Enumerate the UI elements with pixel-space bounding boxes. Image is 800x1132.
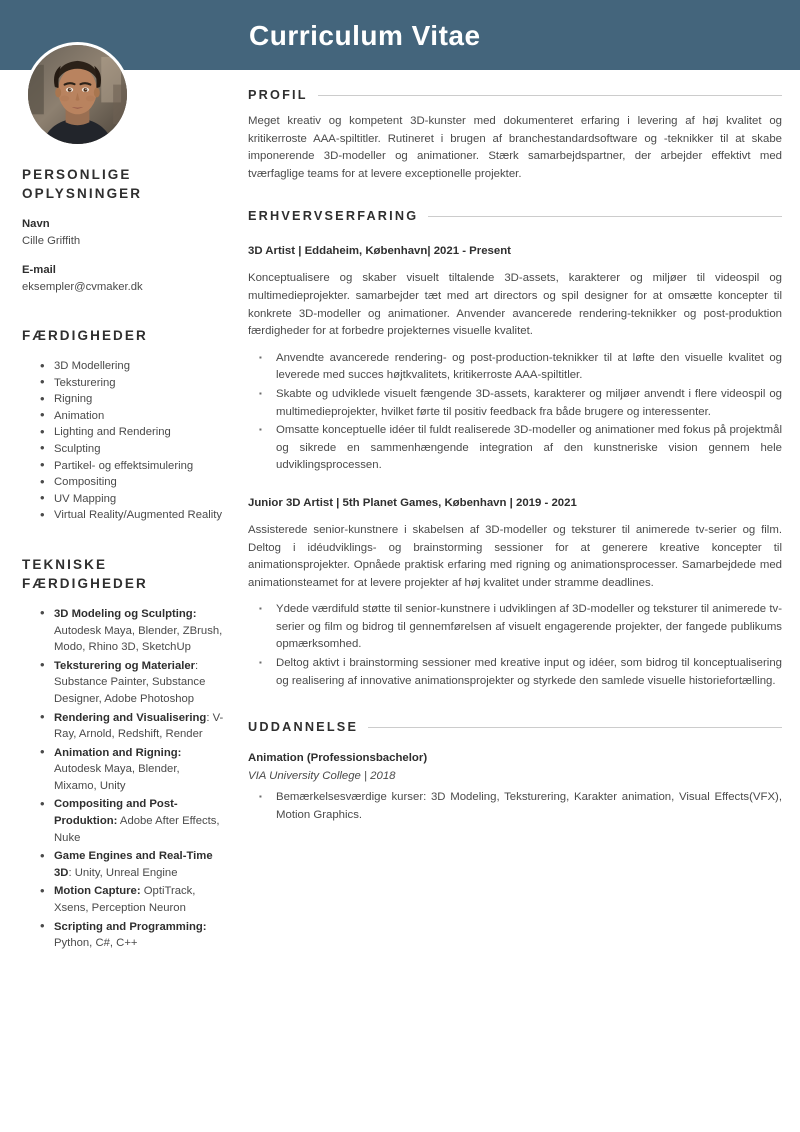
list-item xyxy=(40,658,224,708)
job-title: 3D Artist | Eddaheim, København| 2021 - Present xyxy=(248,245,511,258)
list-item: • Teksturering xyxy=(40,375,224,392)
tech-value: : Unity, Unreal Engine xyxy=(68,866,178,879)
sidebar-section-skills xyxy=(22,326,224,524)
field-label-email: E-mail xyxy=(22,264,56,276)
sidebar-heading-technical-skills: TEKNISKE FÆRDIGHEDER xyxy=(22,556,148,591)
list-item: ▪ Omsatte konceptuelle idéer til fuldt realiserede 3D-modeller og animationer med fokus på projektmål og sikrede en sammenhængende integration af den kunstneriske vision gennem hele udviklingsprocessen. xyxy=(258,422,782,475)
list-item: • Compositing xyxy=(40,474,224,491)
list-item xyxy=(40,796,224,846)
technical-skills-list xyxy=(22,606,224,952)
avatar xyxy=(25,42,130,147)
profile-text: Meget kreativ og kompetent 3D-kunster med dokumenteret erfaring i levering af høj kvalitet og kritikerroste AAA-spiltitler. Rutineret i brugen af branchestandardsoftware og -teknikker til at skabe imponerende 3D-modeller og animationer. Stærk samarbejdspartner, der arbejder effektivt med tværfaglige teams for at levere exceptionelle projekter. xyxy=(248,115,782,180)
list-item xyxy=(40,745,224,795)
tech-label: Game Engines and Real-Time 3D xyxy=(54,850,213,879)
tech-value: OptiTrack, Xsens, Perception Neuron xyxy=(54,885,196,915)
section-header-experience xyxy=(248,209,782,223)
page-title: Curriculum Vitae xyxy=(249,20,481,51)
field-value-email: eksempler@cvmaker.dk xyxy=(22,281,143,293)
list-item: ▪ Bemærkelsesværdige kurser: 3D Modeling, Teksturering, Karakter animation, Visual Effects(VFX), Motion Graphics. xyxy=(258,789,782,824)
tech-value: : Substance Painter, Substance Designer, Adobe Photoshop xyxy=(54,659,206,705)
tech-label: Scripting and Programming: xyxy=(54,920,207,933)
sidebar xyxy=(0,165,232,954)
tech-label: 3D Modeling og Sculpting: xyxy=(54,607,197,620)
list-item: ▪ Skabte og udviklede visuelt fængende 3D-assets, karakterer og miljøer anvendt i flere videospil og multimedieprojekter, hvilket førte til positiv feedback fra både brugere og interessenter. xyxy=(258,386,782,421)
section-title-education: UDDANNELSE xyxy=(248,720,359,735)
main-content xyxy=(248,88,782,825)
tech-label: Motion Capture: xyxy=(54,885,141,898)
list-item xyxy=(40,710,224,743)
list-item: • Sculpting xyxy=(40,441,224,458)
job-bullets xyxy=(248,601,782,690)
tech-label: Compositing and Post-Produktion: xyxy=(54,798,178,828)
list-item: • Animation xyxy=(40,408,224,425)
section-header-education xyxy=(248,720,782,734)
education-bullets xyxy=(248,789,782,824)
job-summary: Konceptualisere og skaber visuelt tiltalende 3D-assets, karakterer og miljøer til videospil og multimedieprojekter. samarbejder tæt med art directors og spil designer for at omsætte koncepter til konkrete 3D-modeller og animationer. Anvender avancerede rendering-teknikker og post-produktion færdigheder for at forbedre projekternes visuelle kvalitet. xyxy=(248,272,782,338)
tech-value: Autodesk Maya, Blender, Mixamo, Unity xyxy=(54,763,180,792)
job-title: Junior 3D Artist | 5th Planet Games, København | 2019 - 2021 xyxy=(248,496,577,509)
section-title-profile: PROFIL xyxy=(248,88,308,102)
portrait-photo-icon xyxy=(28,45,127,144)
personal-field-email xyxy=(22,262,224,295)
section-header-profile xyxy=(248,88,782,102)
education-degree: Animation (Professionsbachelor) xyxy=(248,752,428,765)
sidebar-heading-skills: FÆRDIGHEDER xyxy=(22,328,148,343)
list-item: ▪ Anvendte avancerede rendering- og post-production-teknikker til at løfte den visuelle kvalitet og leverede med succes højtkvalitets, kritikerroste AAA-spiltitler. xyxy=(258,350,782,385)
sidebar-heading-personal: PERSONLIGE OPLYSNINGER xyxy=(22,167,143,201)
list-item: ▪ Deltog aktivt i brainstorming sessioner med kreative input og idéer, som bidrog til konceptualisering og realisering af innovative animationsprojekter og styrkede den samlede visuelle historiefortælling. xyxy=(258,655,782,690)
list-item xyxy=(40,883,224,916)
section-rule xyxy=(428,216,782,217)
section-rule xyxy=(318,95,782,96)
section-title-experience: ERHVERVSERFARING xyxy=(248,209,419,224)
list-item: • 3D Modellering xyxy=(40,358,224,375)
list-item: • UV Mapping xyxy=(40,491,224,508)
field-value-navn: Cille Griffith xyxy=(22,235,81,247)
tech-value: Adobe After Effects, Nuke xyxy=(54,815,220,844)
job-summary: Assisterede senior-kunstnere i skabelsen af 3D-modeller og teksturer til animerede tv-serier og film. Deltog i idéudviklings- og brainstorming sessioner for at generere kreative koncepter til animationsprojekter. Opnåede praktisk erfaring med rigning og animationsprocesser. Samarbejdede med animationsteamet for at levere projekter af høj kvalitet under stramme deadlines. xyxy=(248,523,782,589)
tech-value: Autodesk Maya, Blender, ZBrush, Modo, Rhino 3D, SketchUp xyxy=(54,624,223,654)
list-item: ▪ Ydede værdifuld støtte til senior-kunstnere i udviklingen af 3D-modeller og teksturer til animerede tv-serier og film og bidrog til gennemførelsen af visuelt engagerende projekter, der fangede publikums opmærksomhed. xyxy=(258,601,782,654)
tech-label: Rendering and Visualisering xyxy=(54,711,207,724)
job-bullets xyxy=(248,350,782,475)
education-school: VIA University College | 2018 xyxy=(248,770,396,783)
tech-label: Animation and Rigning: xyxy=(54,746,182,759)
list-item: • Partikel- og effektsimulering xyxy=(40,458,224,475)
personal-field-navn xyxy=(22,216,224,249)
list-item xyxy=(40,919,224,952)
list-item: • Rigning xyxy=(40,391,224,408)
list-item: • Lighting and Rendering xyxy=(40,424,224,441)
list-item: • Virtual Reality/Augmented Reality xyxy=(40,507,224,524)
section-rule xyxy=(368,727,782,728)
list-item xyxy=(40,848,224,881)
field-label-navn: Navn xyxy=(22,218,50,230)
sidebar-section-technical-skills xyxy=(22,555,224,952)
tech-value: Python, C#, C++ xyxy=(54,937,138,950)
tech-label: Teksturering og Materialer xyxy=(54,659,196,672)
skills-list xyxy=(22,358,224,524)
tech-value: : V-Ray, Arnold, Redshift, Render xyxy=(54,711,224,741)
list-item xyxy=(40,606,224,656)
